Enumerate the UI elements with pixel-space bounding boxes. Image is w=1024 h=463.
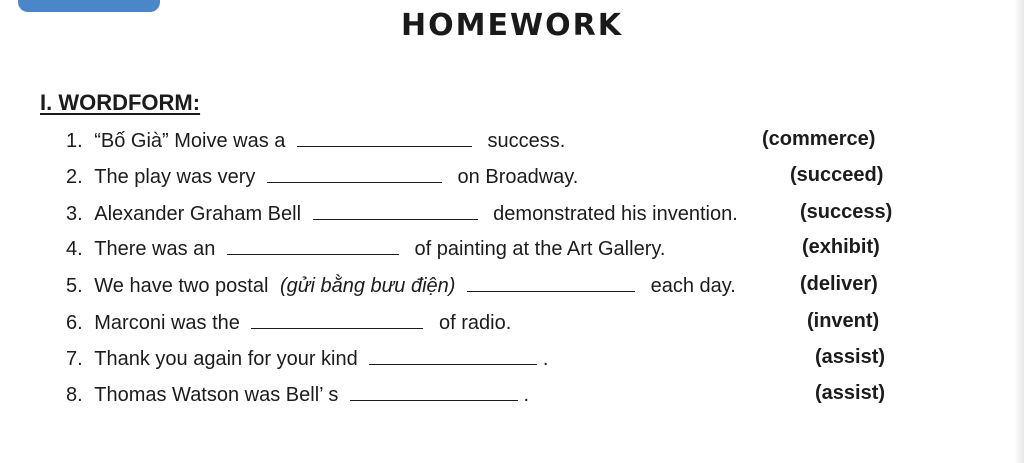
question-row [66,236,665,264]
question-number: 3. [66,203,83,225]
question-text-after: each day. [650,275,736,297]
question-number: 5. [66,275,83,297]
question-text-after: . [542,348,549,370]
question-text-before: Marconi was the [94,312,240,334]
question-text-after: . [523,384,530,406]
question-text-before: Thank you again for your kind [94,348,358,370]
question-row [66,201,738,229]
question-text-before: There was an [94,238,216,260]
question-number: 6. [66,312,83,334]
question-text-before: “Bố Già” Moive was a [94,130,286,152]
word-hint: (assist) [815,346,886,368]
question-text-before: Alexander Graham Bell [94,203,302,225]
answer-blank[interactable] [251,310,423,329]
answer-blank[interactable] [350,382,518,401]
question-number: 4. [66,238,83,260]
word-hint: (exhibit) [802,236,880,258]
question-row [66,164,578,192]
question-text-before: The play was very [94,166,256,188]
answer-blank[interactable] [267,164,442,183]
question-text-italic: (gửi bằng bưu điện) [279,275,456,297]
question-text-after: of radio. [439,312,512,334]
question-text-after: demonstrated his invention. [493,203,738,225]
word-hint: (deliver) [800,273,878,295]
question-number: 7. [66,348,83,370]
question-text-after: on Broadway. [457,166,579,188]
answer-blank[interactable] [227,236,399,255]
word-hint: (succeed) [790,164,884,186]
question-row [66,128,565,156]
question-row [66,273,736,301]
answer-blank[interactable] [369,346,537,365]
question-text-before: We have two postal [94,275,269,297]
word-hint: (commerce) [762,128,876,150]
question-number: 2. [66,166,83,188]
word-hint: (assist) [815,382,886,404]
answer-blank[interactable] [467,273,635,292]
question-row [66,310,511,338]
question-number: 1. [66,130,83,152]
question-row [66,346,548,374]
word-hint: (invent) [807,310,880,332]
answer-blank[interactable] [297,128,472,147]
question-number: 8. [66,384,83,406]
question-row [66,382,529,410]
page-edge [1014,0,1024,463]
word-hint: (success) [800,201,893,223]
page-title: HOMEWORK [401,8,623,43]
section-heading: I. WORDFORM: [40,90,201,115]
answer-blank[interactable] [313,201,478,220]
question-text-after: of painting at the Art Gallery. [414,238,666,260]
question-text-after: success. [487,130,566,152]
question-text-before: Thomas Watson was Bell’ s [94,384,339,406]
